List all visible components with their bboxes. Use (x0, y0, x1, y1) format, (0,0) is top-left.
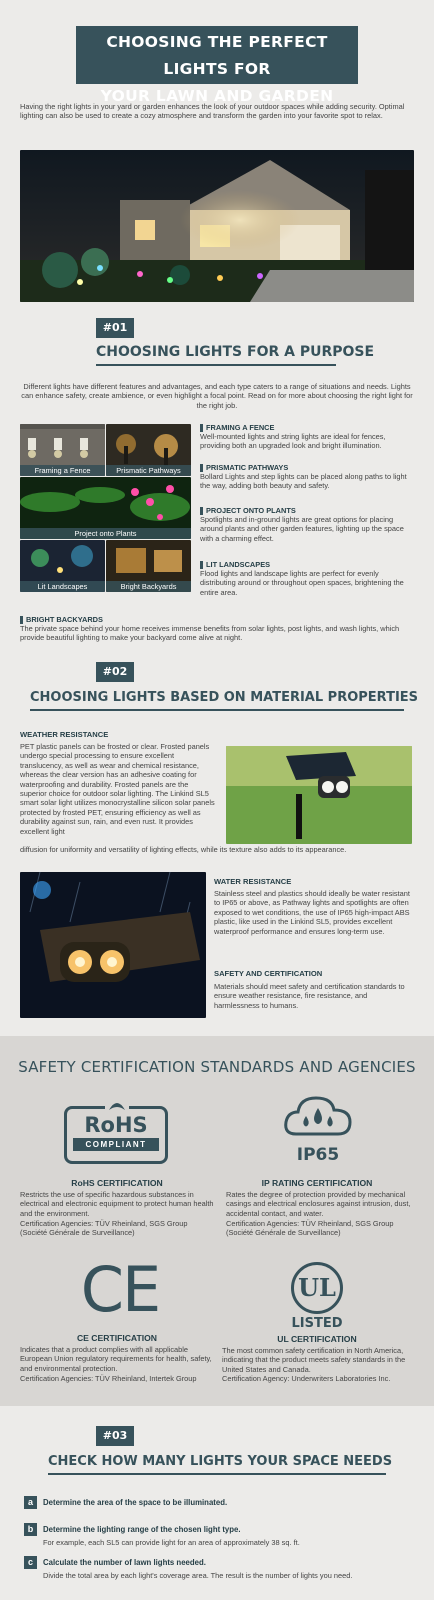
rohs-logo (64, 1106, 168, 1164)
step-title: Determine the area of the space to be illuminated. (43, 1498, 228, 1507)
purpose-item-5 (20, 615, 414, 643)
ip65-logo (282, 1090, 354, 1165)
leaf-icon (97, 1098, 137, 1112)
photo-prismatic-pathways (106, 424, 191, 476)
ip65-logo-text: IP65 (296, 1145, 340, 1165)
step-title: Calculate the number of lawn lights needed. (43, 1558, 206, 1567)
heading-marker (200, 561, 203, 569)
step-description: For example, each SL5 can provide light for an area of approximately 38 sq. ft. (43, 1538, 300, 1547)
purpose-title: PROJECT ONTO PLANTS (206, 506, 296, 515)
section-3-underline (48, 1473, 386, 1475)
purpose-title: FRAMING A FENCE (206, 423, 275, 432)
purpose-text: Bollard Lights and step lights can be placed along paths to light the way, adding both beauty and safety. (200, 472, 407, 491)
section-2-title: CHOOSING LIGHTS BASED ON MATERIAL PROPERTIES (30, 690, 419, 705)
heading-marker (20, 616, 23, 624)
rohs-compliant-label: COMPLIANT (73, 1138, 159, 1151)
section-1-intro: Different lights have different features and advantages, and each type caters to a range of situations and needs. Lights can enhance safety, create ambience, or even highlight a focal point. Read on for more about choosing the right light for the right job. (21, 382, 413, 410)
purpose-title: PRISMATIC PATHWAYS (206, 463, 289, 472)
caption-framing-fence: Framing a Fence (20, 465, 105, 476)
rohs-logo-text: RoHS (84, 1113, 148, 1137)
step-a (24, 1496, 414, 1509)
section-3-number: #03 (96, 1426, 134, 1446)
title-line-1: CHOOSING THE PERFECT LIGHTS FOR (106, 33, 328, 78)
heading-marker (200, 464, 203, 472)
photo-bright-backyards (106, 540, 191, 592)
section-1-title: CHOOSING LIGHTS FOR A PURPOSE (96, 344, 375, 360)
purpose-item-2 (200, 463, 410, 491)
ul-logo: UL (291, 1262, 343, 1314)
purpose-title: LIT LANDSCAPES (206, 560, 271, 569)
weather-resistance-text-tail: diffusion for uniformity and versatility of lighting effects, while its texture also adds to its appearance. (20, 845, 347, 854)
safety-certification-text: Materials should meet safety and certification standards to ensure weather resistance, fire resistance, and harmlessness to humans. (214, 982, 405, 1010)
page-title (76, 26, 358, 105)
section-3-title: CHECK HOW MANY LIGHTS YOUR SPACE NEEDS (48, 1454, 393, 1469)
purpose-item-3 (200, 506, 410, 543)
cert-text-ip: Rates the degree of protection provided by mechanical casings and electrical enclosures against intrusion, dust, accidental contact, and water. (226, 1190, 411, 1218)
step-badge: c (24, 1556, 37, 1569)
purpose-title: BRIGHT BACKYARDS (26, 615, 103, 624)
purpose-text: Well-mounted lights and string lights are ideal for fences, providing both an upgraded look and bright illumination. (200, 432, 386, 451)
ul-listed-label: LISTED (291, 1316, 343, 1331)
section-2-number: #02 (96, 662, 134, 682)
cert-agencies-ul: Certification Agency: Underwriters Laboratories Inc. (222, 1374, 391, 1383)
photo-project-plants (20, 477, 191, 539)
title-line-2: YOUR LAWN AND GARDEN (100, 87, 334, 105)
water-resistance-text: Stainless steel and plastics should ideally be water resistant to IP65 or above, as Pathway lights and spotlights are often exposed to wet conditions, the use of IP65 high-impact ABS plastic, like used in the Linkind SL5, provides excellent waterproof performance and ensures long-term use. (214, 889, 410, 936)
step-description: Divide the total area by each light's coverage area. The result is the number of lights you need. (43, 1571, 353, 1580)
cert-name-ce: CE CERTIFICATION (76, 1333, 158, 1343)
section-2-underline (30, 709, 404, 711)
purpose-text: Flood lights and landscape lights are perfect for evenly distributing around or throughout open spaces, brightening the entire area. (200, 569, 404, 597)
certifications-title: SAFETY CERTIFICATION STANDARDS AND AGENCIES (18, 1058, 416, 1076)
step-title: Determine the lighting range of the chosen light type. (43, 1525, 241, 1534)
section-1-number: #01 (96, 318, 134, 338)
cert-text-ul: The most common safety certification in North America, indicating that the product meets safety standards in the United States and Canada. (222, 1346, 406, 1374)
cloud-water-icon (282, 1090, 354, 1140)
step-c (24, 1556, 414, 1580)
step-badge: b (24, 1523, 37, 1536)
safety-certification-title: SAFETY AND CERTIFICATION (214, 969, 323, 978)
cert-name-ip: IP RATING CERTIFICATION (261, 1178, 373, 1188)
cert-text-rohs: Restricts the use of specific hazardous substances in electrical and electronic equipment to protect human health and the environment. (20, 1190, 214, 1218)
purpose-text: Spotlights and in-ground lights are great options for placing around plants and other garden features, lighting up the space with a charming effect. (200, 515, 404, 543)
cert-name-ul: UL CERTIFICATION (277, 1334, 357, 1344)
caption-bright-backyards: Bright Backyards (106, 581, 191, 592)
purpose-text: The private space behind your home receives immense benefits from solar lights, post lights, and wash lights, which provide beautiful lighting to make your backyard come alive at night. (20, 624, 400, 643)
cert-agencies-ip: Certification Agencies: TÜV Rheinland, SGS Group (Société Générale de Surveillance) (226, 1219, 394, 1238)
caption-prismatic-pathways: Prismatic Pathways (106, 465, 191, 476)
photo-lit-landscapes (20, 540, 105, 592)
heading-marker (200, 424, 203, 432)
heading-marker (200, 507, 203, 515)
step-badge: a (24, 1496, 37, 1509)
caption-lit-landscapes: Lit Landscapes (20, 581, 105, 592)
cert-agencies-ce: Certification Agencies: TÜV Rheinland, Intertek Group (20, 1374, 197, 1383)
step-b (24, 1523, 414, 1547)
weather-resistance-text: PET plastic panels can be frosted or clear. Frosted panels undergo special processing to ensure excellent translucency, as well as wear and chemical resistance, whereas the clear version has an adhesive coating for waterproofing and durability. Frosted panels are the superior choice for outdoor solar lighting. The Linkind SL5 smart solar light utilizes monocrystalline silicon solar panels protected by frosted PET, ensuring efficiency as well as durability against sun, rain, and even rust. It provides excellent light (20, 742, 215, 836)
photo-rain-light (20, 872, 206, 1018)
ce-logo: CE (80, 1253, 160, 1326)
photo-solar-spotlight (226, 746, 412, 844)
weather-resistance-title: WEATHER RESISTANCE (20, 730, 109, 739)
purpose-item-1 (200, 423, 410, 451)
purpose-item-4 (200, 560, 410, 597)
hero-house-photo (20, 150, 414, 302)
cert-name-rohs: RoHS CERTIFICATION (71, 1178, 163, 1188)
cert-agencies-rohs: Certification Agencies: TÜV Rheinland, SGS Group (Société Générale de Surveillance) (20, 1219, 188, 1238)
water-resistance-title: WATER RESISTANCE (214, 877, 292, 886)
intro-text: Having the right lights in your yard or garden enhances the look of your outdoor spaces while adding security. Optimal lighting can also be used to create a cozy atmosphere and transform the garden into your favorite spot to relax. (20, 102, 405, 121)
cert-text-ce: Indicates that a product complies with all applicable European Union regulatory requirements for health, safety, and environmental protection. (20, 1345, 212, 1373)
caption-project-plants: Project onto Plants (20, 528, 191, 539)
photo-framing-fence (20, 424, 105, 476)
section-1-underline (96, 364, 336, 366)
